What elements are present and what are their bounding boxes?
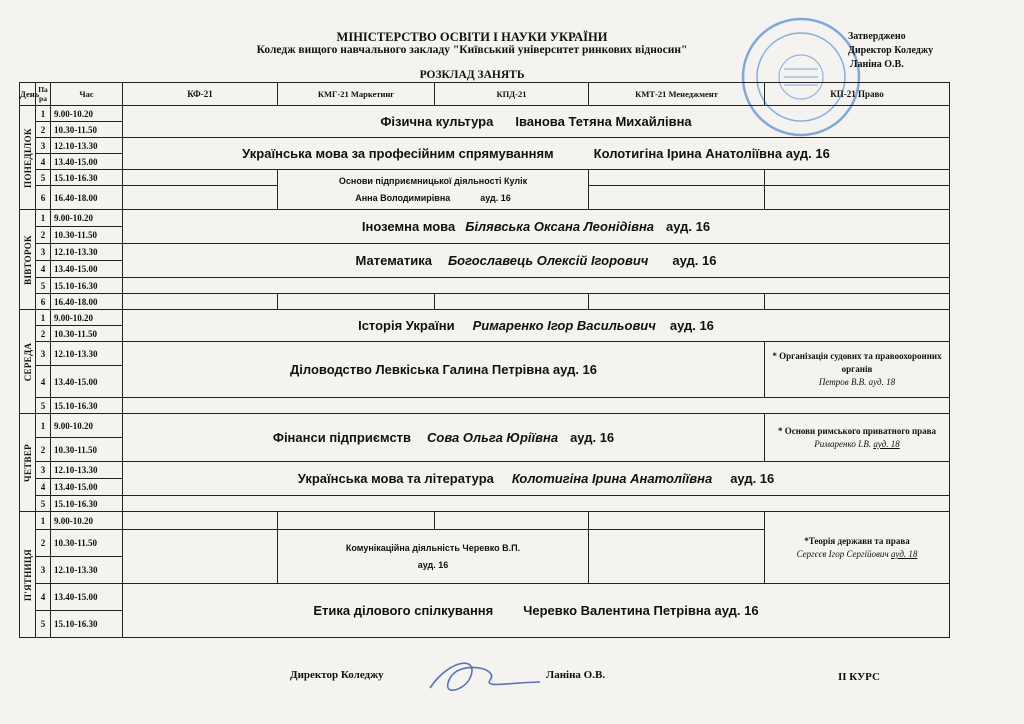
table-row <box>20 414 950 438</box>
pair-time: 15.10-16.30 <box>51 496 123 512</box>
elective-note <box>765 414 950 462</box>
pair-number: 5 <box>36 398 51 414</box>
lesson-subject: Етика ділового спілкування Черевко Валентина Петрівна ауд. 16 <box>313 603 759 618</box>
pair-number: 4 <box>36 366 51 398</box>
pair-time: 12.10-13.30 <box>51 244 123 261</box>
pair-time: 13.40-15.00 <box>51 154 123 170</box>
pair-number: 4 <box>36 479 51 496</box>
pair-number: 1 <box>36 512 51 530</box>
table-row <box>20 584 950 611</box>
table-row <box>20 310 950 326</box>
schedule-table <box>19 82 950 638</box>
course-label: ІІ КУРС <box>838 671 880 683</box>
empty-cell <box>589 294 765 310</box>
footer-position: Директор Коледжу <box>290 669 384 681</box>
empty-cell <box>123 294 278 310</box>
lesson-line: ауд. 16 <box>417 559 449 570</box>
pair-time: 9.00-10.20 <box>51 414 123 438</box>
table-row <box>20 342 950 366</box>
note-subject: *Теорія держави та права <box>804 535 910 546</box>
lesson-subject: Фінанси підприємств Сова Ольга Юріївна ауд. 16 <box>272 430 615 445</box>
empty-cell <box>278 294 435 310</box>
pair-time: 12.10-13.30 <box>51 557 123 584</box>
group-kmg21-header: КМГ-21 Маркетинг <box>278 83 435 106</box>
pair-number: 3 <box>36 244 51 261</box>
empty-cell <box>123 530 278 584</box>
lesson-cell <box>123 342 765 398</box>
table-row <box>20 138 950 154</box>
pair-number: 2 <box>36 326 51 342</box>
lesson-line: Основи підприємницької діяльності Кулік <box>338 175 528 186</box>
lesson-cell <box>123 462 950 496</box>
empty-cell <box>435 512 589 530</box>
empty-cell <box>123 512 278 530</box>
day-monday: ПОНЕДІЛОК <box>20 106 36 210</box>
empty-cell <box>123 186 278 210</box>
note-subject: * Основи римського приватного права <box>777 425 937 436</box>
pair-time: 9.00-10.20 <box>51 310 123 326</box>
pair-time: 9.00-10.20 <box>51 512 123 530</box>
pair-number: 5 <box>36 170 51 186</box>
table-header-row <box>20 83 950 106</box>
col-pair-header: Па ра <box>36 83 51 106</box>
director-signature <box>410 648 550 704</box>
pair-number: 6 <box>36 186 51 210</box>
pair-time: 16.40-18.00 <box>51 186 123 210</box>
lesson-subject: Українська мова за професійним спрямуванням Колотигіна Ірина Анатоліївна ауд. 16 <box>242 146 830 161</box>
pair-number: 2 <box>36 227 51 244</box>
lesson-cell <box>123 210 950 244</box>
lesson-subject: Українська мова та література Колотигіна Ірина Анатоліївна ауд. 16 <box>297 471 775 486</box>
table-row <box>20 244 950 261</box>
pair-number: 1 <box>36 210 51 227</box>
table-row <box>20 398 950 414</box>
footer-name: Ланіна О.В. <box>546 669 606 681</box>
approval-name: Ланіна О.В. <box>850 59 904 70</box>
pair-number: 3 <box>36 138 51 154</box>
lesson-subject: Іноземна мова Білявська Оксана Леонідівна ауд. 16 <box>361 219 711 234</box>
day-wednesday: СЕРЕДА <box>20 310 36 414</box>
pair-number: 5 <box>36 496 51 512</box>
day-friday: П'ЯТНИЦЯ <box>20 512 36 638</box>
pair-number: 6 <box>36 294 51 310</box>
empty-cell <box>589 186 765 210</box>
lesson-subject: Фізична культура Іванова Тетяна Михайлівна <box>380 114 692 129</box>
lesson-cell <box>123 138 950 170</box>
empty-cell <box>589 512 765 530</box>
empty-cell <box>765 294 950 310</box>
pair-time: 15.10-16.30 <box>51 398 123 414</box>
lesson-cell <box>123 414 765 462</box>
empty-cell <box>278 512 435 530</box>
lesson-cell <box>123 106 950 138</box>
pair-number: 5 <box>36 278 51 294</box>
pair-number: 4 <box>36 154 51 170</box>
group-kp21-header: КП-21 Право <box>765 83 950 106</box>
pair-number: 1 <box>36 310 51 326</box>
pair-time: 15.10-16.30 <box>51 170 123 186</box>
pair-number: 4 <box>36 261 51 278</box>
empty-cell <box>123 170 278 186</box>
pair-time: 12.10-13.30 <box>51 342 123 366</box>
lesson-cell <box>278 530 589 584</box>
elective-note <box>765 342 950 398</box>
college-title: Коледж вищого навчального закладу "Київський університет ринкових відносин" <box>256 44 688 56</box>
lesson-cell <box>278 170 589 210</box>
table-row <box>20 462 950 479</box>
note-subject: * Організація судових та правоохоронних органів <box>772 351 942 374</box>
table-row <box>20 512 950 530</box>
table-row <box>20 106 950 122</box>
pair-time: 10.30-11.50 <box>51 227 123 244</box>
empty-cell <box>435 294 589 310</box>
empty-cell <box>123 398 950 414</box>
elective-note <box>765 512 950 584</box>
empty-cell <box>765 186 950 210</box>
empty-cell <box>589 170 765 186</box>
lesson-cell <box>123 244 950 278</box>
pair-number: 4 <box>36 584 51 611</box>
lesson-subject: Математика Богославець Олексій Ігорович ауд. 16 <box>355 253 717 268</box>
note-teacher: Римаренко І.В. ауд. 18 <box>814 438 900 449</box>
lesson-line: Комунікаційна діяльність Черевко В.П. <box>345 542 521 553</box>
col-day-header: День <box>20 83 36 106</box>
pair-time: 10.30-11.50 <box>51 530 123 557</box>
table-row <box>20 278 950 294</box>
empty-cell <box>123 496 950 512</box>
note-teacher: Петров В.В. ауд. 18 <box>818 377 896 387</box>
table-row <box>20 170 950 186</box>
pair-number: 3 <box>36 557 51 584</box>
lesson-cell <box>123 310 950 342</box>
pair-time: 10.30-11.50 <box>51 122 123 138</box>
pair-time: 15.10-16.30 <box>51 611 123 638</box>
day-tuesday: ВІВТОРОК <box>20 210 36 310</box>
pair-time: 12.10-13.30 <box>51 462 123 479</box>
pair-number: 5 <box>36 611 51 638</box>
table-row <box>20 294 950 310</box>
pair-number: 1 <box>36 414 51 438</box>
pair-time: 13.40-15.00 <box>51 261 123 278</box>
group-kf21-header: КФ-21 <box>123 83 278 106</box>
lesson-subject: Історія України Римаренко Ігор Васильович ауд. 16 <box>358 318 714 333</box>
empty-cell <box>765 170 950 186</box>
pair-number: 3 <box>36 462 51 479</box>
pair-number: 1 <box>36 106 51 122</box>
pair-time: 16.40-18.00 <box>51 294 123 310</box>
pair-time: 13.40-15.00 <box>51 366 123 398</box>
ministry-title: МІНІСТЕРСТВО ОСВІТИ І НАУКИ УКРАЇНИ <box>336 30 608 44</box>
pair-time: 12.10-13.30 <box>51 138 123 154</box>
pair-number: 2 <box>36 530 51 557</box>
empty-cell <box>123 278 950 294</box>
lesson-cell <box>123 584 950 638</box>
col-time-header: Час <box>51 83 123 106</box>
pair-time: 10.30-11.50 <box>51 326 123 342</box>
pair-time: 9.00-10.20 <box>51 210 123 227</box>
group-kmt21-header: КМТ-21 Менеджмент <box>589 83 765 106</box>
lesson-line: Анна Володимирівна ауд. 16 <box>355 192 511 203</box>
approval-position: Директор Коледжу <box>848 45 934 56</box>
table-row <box>20 210 950 227</box>
table-row <box>20 496 950 512</box>
pair-time: 13.40-15.00 <box>51 584 123 611</box>
schedule-title: РОЗКЛАД ЗАНЯТЬ <box>419 69 525 81</box>
pair-time: 13.40-15.00 <box>51 479 123 496</box>
approval-block <box>788 30 933 72</box>
approval-label: Затверджено <box>848 31 906 42</box>
note-teacher: Сергєєв Ігор Сергійович ауд. 18 <box>796 548 918 559</box>
pair-time: 9.00-10.20 <box>51 106 123 122</box>
pair-time: 15.10-16.30 <box>51 278 123 294</box>
pair-number: 3 <box>36 342 51 366</box>
pair-time: 10.30-11.50 <box>51 438 123 462</box>
group-kpd21-header: КПД-21 <box>435 83 589 106</box>
empty-cell <box>589 530 765 584</box>
day-thursday: ЧЕТВЕР <box>20 414 36 512</box>
lesson-subject: Діловодство Левкіська Галина Петрівна ауд. 16 <box>289 362 598 377</box>
pair-number: 2 <box>36 122 51 138</box>
pair-number: 2 <box>36 438 51 462</box>
